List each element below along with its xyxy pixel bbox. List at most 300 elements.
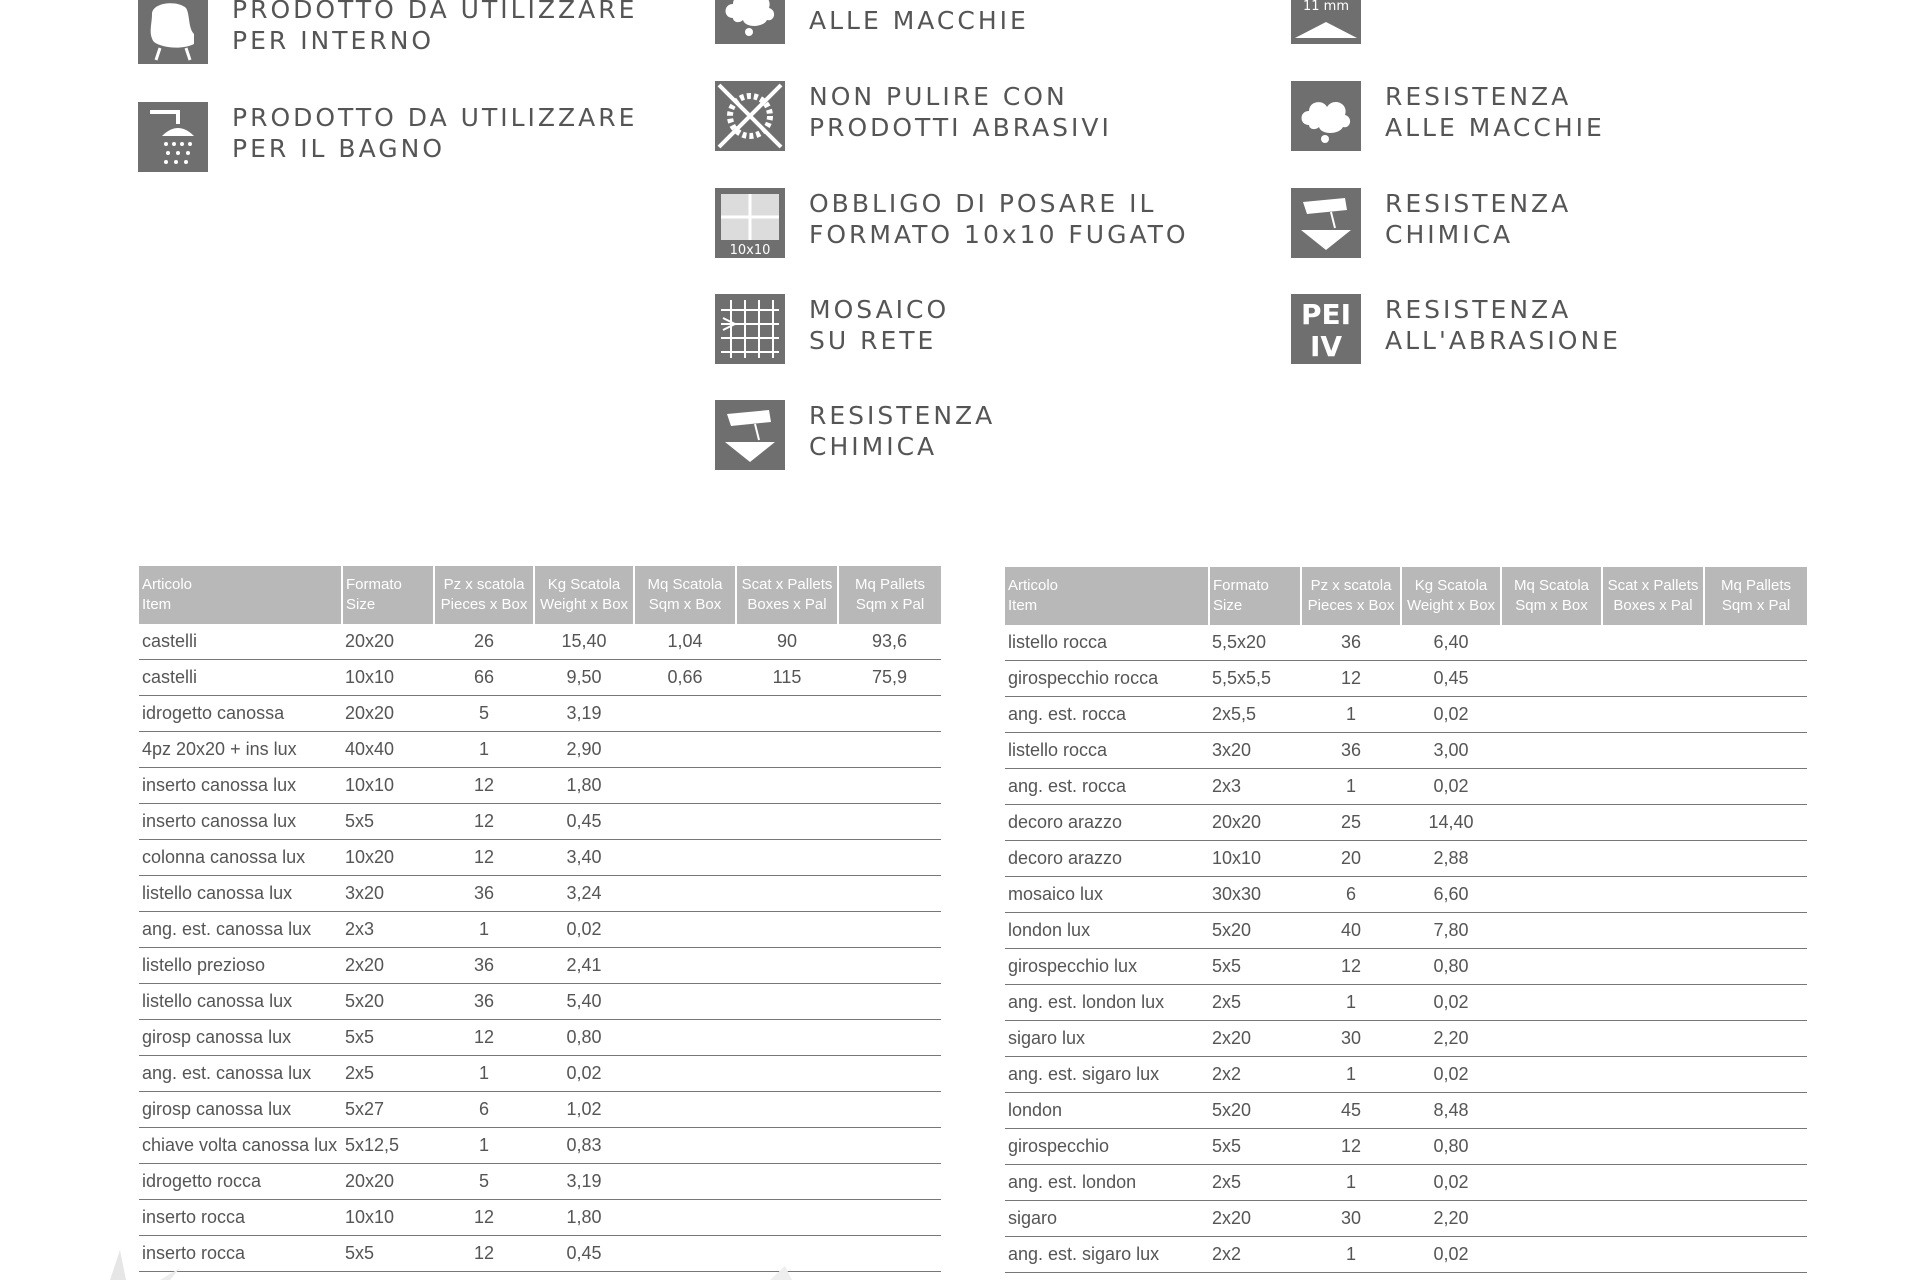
table-cell: 20x20 [342, 1164, 434, 1200]
column-header-line: Pz x scatola [1310, 577, 1392, 594]
table-row [139, 948, 941, 984]
table-cell: 36 [434, 984, 534, 1020]
table-row [1005, 1237, 1807, 1273]
table-row [139, 840, 941, 876]
table-cell [838, 1020, 941, 1056]
table-cell: inserto canossa lux [139, 768, 342, 804]
table-cell [838, 876, 941, 912]
table-cell: 1 [434, 732, 534, 768]
column-header [1602, 567, 1704, 625]
table-cell [1501, 1165, 1602, 1201]
table-row [139, 1092, 941, 1128]
table-cell [838, 732, 941, 768]
table-cell: 10x20 [342, 840, 434, 876]
table-cell: 0,02 [1401, 769, 1501, 805]
column-header-line: Weight x Box [1406, 597, 1496, 614]
table-row [1005, 697, 1807, 733]
column-header-line: Boxes x Pal [1613, 597, 1693, 614]
table-cell: inserto canossa lux [139, 804, 342, 840]
table-row [139, 984, 941, 1020]
table-cell [736, 1092, 838, 1128]
table-cell: 4pz 20x20 + ins lux [139, 732, 342, 768]
table-cell [1602, 697, 1704, 733]
table-cell: 0,02 [1401, 985, 1501, 1021]
table-cell: girospecchio [1005, 1129, 1209, 1165]
mosaic-net-icon [715, 294, 785, 364]
table-cell: ang. est. london lux [1005, 985, 1209, 1021]
table-cell: 1 [1301, 1057, 1401, 1093]
table-cell [838, 1200, 941, 1236]
table-cell: 2,88 [1401, 841, 1501, 877]
table-row [1005, 1165, 1807, 1201]
table-cell [1501, 805, 1602, 841]
table-cell [634, 876, 736, 912]
table-cell: 6 [1301, 877, 1401, 913]
table-row [139, 768, 941, 804]
table-cell: 5x5 [342, 1020, 434, 1056]
feature-text: RESISTENZA ALLE MACCHIE [1385, 82, 1605, 142]
table-row [1005, 913, 1807, 949]
table-cell [1704, 733, 1807, 769]
table-cell: 20 [1301, 841, 1401, 877]
table-cell [1602, 661, 1704, 697]
table-row [139, 804, 941, 840]
table-cell: 5 [434, 1164, 534, 1200]
table-cell: chiave volta canossa lux [139, 1128, 342, 1164]
table-cell: 2,20 [1401, 1201, 1501, 1237]
column-header [139, 566, 342, 624]
table-cell: 0,66 [634, 660, 736, 696]
table-cell: girosp canossa lux [139, 1020, 342, 1056]
table-cell [736, 1056, 838, 1092]
feature-text: RESISTENZA CHIMICA [1385, 189, 1572, 249]
table-cell: 36 [434, 948, 534, 984]
table-cell [1501, 625, 1602, 661]
feature-text: RESISTENZA CHIMICA [809, 401, 996, 461]
table-cell: 12 [1301, 661, 1401, 697]
table-cell: girospecchio rocca [1005, 661, 1209, 697]
table-row [139, 1164, 941, 1200]
table-cell: 5 [434, 696, 534, 732]
table-cell [1704, 661, 1807, 697]
feature-stain-partial [715, 0, 1029, 44]
table-cell: 1 [1301, 1237, 1401, 1273]
table-cell [1501, 1201, 1602, 1237]
table-cell: 20x20 [342, 696, 434, 732]
table-cell [1501, 1129, 1602, 1165]
table-row [1005, 1057, 1807, 1093]
table-cell [838, 1092, 941, 1128]
table-cell [634, 1092, 736, 1128]
table-cell [1704, 769, 1807, 805]
table-cell: 3x20 [1209, 733, 1301, 769]
decorative-sparkle-icon [40, 1240, 800, 1280]
table-cell [1602, 1057, 1704, 1093]
table-row [1005, 625, 1807, 661]
feature-text: PRODOTTO DA UTILIZZARE PER INTERNO [232, 0, 638, 55]
column-header-line: Sqm x Box [1515, 597, 1588, 614]
table-cell: 12 [434, 1200, 534, 1236]
table-cell: 0,83 [534, 1128, 634, 1164]
table-cell: 2,41 [534, 948, 634, 984]
table-cell: 0,02 [1401, 697, 1501, 733]
column-header-line: Size [1213, 597, 1243, 614]
table-cell: idrogetto rocca [139, 1164, 342, 1200]
table-cell [1602, 841, 1704, 877]
column-header-line: Size [346, 596, 376, 613]
table-cell: 5,5x5,5 [1209, 661, 1301, 697]
table-cell [838, 1164, 941, 1200]
table-cell: 15,40 [534, 624, 634, 660]
feature-text: NON PULIRE CON PRODOTTI ABRASIVI [809, 82, 1112, 142]
table-cell: 0,45 [534, 804, 634, 840]
table-cell [1704, 841, 1807, 877]
stain-cloud-icon [715, 0, 785, 44]
table-cell: london lux [1005, 913, 1209, 949]
table-row [1005, 769, 1807, 805]
table-cell [736, 732, 838, 768]
table-cell [1501, 913, 1602, 949]
table-row [1005, 1201, 1807, 1237]
table-cell: girospecchio lux [1005, 949, 1209, 985]
stain-cloud-icon [1291, 81, 1361, 151]
table-cell: 0,45 [1401, 661, 1501, 697]
table-cell: ang. est. sigaro lux [1005, 1057, 1209, 1093]
table-cell [634, 1128, 736, 1164]
table-cell: decoro arazzo [1005, 841, 1209, 877]
table-cell: listello canossa lux [139, 984, 342, 1020]
table-row [1005, 1129, 1807, 1165]
table-cell [1704, 625, 1807, 661]
table-cell: ang. est. rocca [1005, 769, 1209, 805]
table-row [139, 876, 941, 912]
table-cell: castelli [139, 660, 342, 696]
table-cell: listello prezioso [139, 948, 342, 984]
table-cell: 12 [434, 768, 534, 804]
column-header-line: Kg Scatola [547, 576, 621, 593]
table-cell: idrogetto canossa [139, 696, 342, 732]
table-cell: 1 [434, 912, 534, 948]
table-cell: 2x20 [342, 948, 434, 984]
column-header [1501, 567, 1602, 625]
table-cell [1704, 1129, 1807, 1165]
column-header-line: Pz x scatola [443, 576, 525, 593]
column-header-line: Formato [346, 576, 402, 593]
shower-icon [138, 102, 208, 172]
table-cell [634, 804, 736, 840]
chemical-icon [715, 400, 785, 470]
table-cell [736, 1020, 838, 1056]
table-cell: ang. est. canossa lux [139, 912, 342, 948]
table-row [139, 912, 941, 948]
table-cell [1602, 877, 1704, 913]
table-cell: 0,02 [1401, 1237, 1501, 1273]
table-cell: 0,02 [534, 912, 634, 948]
table-cell [838, 984, 941, 1020]
table-cell: sigaro lux [1005, 1021, 1209, 1057]
table-cell [1501, 733, 1602, 769]
table-cell [1704, 949, 1807, 985]
table-cell: ang. est. canossa lux [139, 1056, 342, 1092]
table-cell [634, 768, 736, 804]
column-header-line: Articolo [1008, 577, 1059, 594]
table-cell: 36 [1301, 625, 1401, 661]
column-header-line: Sqm x Box [648, 596, 722, 613]
feature-stain-resistance [1291, 81, 1605, 151]
table-row [139, 1200, 941, 1236]
table-cell: 2x3 [1209, 769, 1301, 805]
table-cell: 0,80 [1401, 949, 1501, 985]
table-row [1005, 733, 1807, 769]
table-cell: 1 [434, 1128, 534, 1164]
table-cell: 2x20 [1209, 1201, 1301, 1237]
table-cell [838, 768, 941, 804]
table-cell: 12 [1301, 949, 1401, 985]
table-cell: 1 [434, 1056, 534, 1092]
table-cell [1704, 1057, 1807, 1093]
table-row [139, 624, 941, 660]
table-cell [736, 1200, 838, 1236]
feature-bathroom [138, 102, 637, 172]
table-row [1005, 985, 1807, 1021]
table-cell [1602, 1129, 1704, 1165]
table-cell [838, 804, 941, 840]
table-cell: 0,80 [534, 1020, 634, 1056]
table-cell: 5x5 [342, 1236, 434, 1272]
table-cell: inserto rocca [139, 1236, 342, 1272]
table-cell: 40x40 [342, 732, 434, 768]
table-cell [1704, 1201, 1807, 1237]
table-cell: 40 [1301, 913, 1401, 949]
table-row [139, 732, 941, 768]
table-cell [1602, 625, 1704, 661]
table-cell [634, 912, 736, 948]
table-cell [1602, 1201, 1704, 1237]
table-cell: 10x10 [342, 768, 434, 804]
table-cell [634, 696, 736, 732]
table-cell: 0,80 [1401, 1129, 1501, 1165]
table-cell [634, 840, 736, 876]
table-cell: 30x30 [1209, 877, 1301, 913]
feature-chemical-resistance [1291, 188, 1571, 258]
column-header-line: Kg Scatola [1414, 577, 1488, 594]
table-cell [736, 696, 838, 732]
table-cell [1602, 1165, 1704, 1201]
table-cell: 5x27 [342, 1092, 434, 1128]
table-row [1005, 1093, 1807, 1129]
table-cell: 10x10 [342, 1200, 434, 1236]
table-cell: mosaico lux [1005, 877, 1209, 913]
table-cell: inserto rocca [139, 1200, 342, 1236]
table-cell [1602, 913, 1704, 949]
table-cell [1602, 769, 1704, 805]
column-header [1704, 567, 1807, 625]
table-cell: 0,02 [1401, 1165, 1501, 1201]
table-cell: 5x20 [1209, 1093, 1301, 1129]
table-cell [1501, 769, 1602, 805]
column-header-line: Articolo [142, 576, 193, 593]
table-cell [736, 876, 838, 912]
table-cell [1704, 1093, 1807, 1129]
table-cell: 0,02 [1401, 1057, 1501, 1093]
table-cell: 12 [434, 1236, 534, 1272]
table-cell [1602, 1021, 1704, 1057]
table-cell: 2x5 [1209, 1165, 1301, 1201]
feature-mosaic-net [715, 294, 949, 364]
pei-label: PEI [1300, 298, 1352, 331]
table-cell: 1,80 [534, 768, 634, 804]
column-header-line: Boxes x Pal [747, 596, 827, 613]
table-cell [1501, 661, 1602, 697]
table-cell [634, 1056, 736, 1092]
table-cell [736, 768, 838, 804]
column-header [534, 566, 634, 624]
table-cell [1501, 1237, 1602, 1273]
table-cell: 14,40 [1401, 805, 1501, 841]
table-cell [1501, 1057, 1602, 1093]
table-cell: 9,50 [534, 660, 634, 696]
table-cell [736, 948, 838, 984]
feature-text: MOSAICO SU RETE [809, 295, 950, 355]
column-header-line: Scat x Pallets [741, 576, 833, 593]
table-cell: 20x20 [342, 624, 434, 660]
table-cell: 115 [736, 660, 838, 696]
column-header-line: Sqm x Pal [855, 596, 925, 613]
table-cell: 3,19 [534, 1164, 634, 1200]
table-cell: 30 [1301, 1201, 1401, 1237]
table-cell: 30 [1301, 1021, 1401, 1057]
column-header-line: Mq Pallets [854, 576, 926, 593]
table-cell: 5x5 [1209, 949, 1301, 985]
tile-grid-label: 10x10 [729, 243, 771, 258]
table-cell: colonna canossa lux [139, 840, 342, 876]
thickness-icon [1291, 0, 1361, 44]
table-cell [634, 1200, 736, 1236]
table-cell: 1 [1301, 1165, 1401, 1201]
column-header-line: Item [142, 596, 172, 613]
feature-indoor [138, 0, 637, 64]
table-cell [1501, 841, 1602, 877]
feature-text: ALLE MACCHIE [809, 6, 1029, 35]
table-cell [1704, 913, 1807, 949]
table-cell: 0,02 [534, 1056, 634, 1092]
table-cell [1602, 985, 1704, 1021]
tile-grid-icon [715, 188, 785, 258]
table-cell: listello canossa lux [139, 876, 342, 912]
table-cell: 3,24 [534, 876, 634, 912]
table-cell [1501, 1093, 1602, 1129]
table-cell: sigaro [1005, 1201, 1209, 1237]
table-row [139, 660, 941, 696]
table-cell: 1 [1301, 985, 1401, 1021]
table-row [1005, 877, 1807, 913]
table-cell: decoro arazzo [1005, 805, 1209, 841]
column-header-line: Pieces x Box [440, 596, 528, 613]
table-cell: 12 [434, 804, 534, 840]
table-cell [1704, 805, 1807, 841]
table-cell: listello rocca [1005, 733, 1209, 769]
table-cell [838, 696, 941, 732]
table-cell: 25 [1301, 805, 1401, 841]
table-cell [1704, 1021, 1807, 1057]
table-cell: 5x12,5 [342, 1128, 434, 1164]
column-header-line: Scat x Pallets [1607, 577, 1699, 594]
table-cell [1501, 697, 1602, 733]
table-cell: 75,9 [838, 660, 941, 696]
table-cell [736, 912, 838, 948]
table-row [139, 1056, 941, 1092]
table-cell: 12 [434, 840, 534, 876]
table-cell: 1,80 [534, 1200, 634, 1236]
table-cell [1602, 805, 1704, 841]
table-cell: 5,5x20 [1209, 625, 1301, 661]
table-cell: 66 [434, 660, 534, 696]
table-cell: 6,40 [1401, 625, 1501, 661]
column-header [838, 566, 941, 624]
table-cell: girosp canossa lux [139, 1092, 342, 1128]
table-row [1005, 1021, 1807, 1057]
table-cell: ang. est. london [1005, 1165, 1209, 1201]
column-header [634, 566, 736, 624]
feature-text: OBBLIGO DI POSARE IL FORMATO 10x10 FUGATO [809, 189, 1189, 249]
table-cell [1704, 1237, 1807, 1273]
table-cell [1704, 1165, 1807, 1201]
column-header-line: Formato [1213, 577, 1269, 594]
table-cell: 2x2 [1209, 1237, 1301, 1273]
table-row [1005, 661, 1807, 697]
table-cell [1602, 949, 1704, 985]
column-header [736, 566, 838, 624]
table-cell: ang. est. rocca [1005, 697, 1209, 733]
table-cell [736, 840, 838, 876]
column-header-line: Mq Pallets [1720, 577, 1792, 594]
table-cell [1501, 877, 1602, 913]
table-cell: 2x2 [1209, 1057, 1301, 1093]
table-cell [1602, 1237, 1704, 1273]
no-abrasive-icon [715, 81, 785, 151]
table-cell: castelli [139, 624, 342, 660]
column-header-line: Sqm x Pal [1721, 597, 1791, 614]
table-cell [838, 840, 941, 876]
column-header [434, 566, 534, 624]
table-cell: 1 [1301, 769, 1401, 805]
column-header-line: Pieces x Box [1307, 597, 1395, 614]
table-cell: 26 [434, 624, 534, 660]
column-header [342, 566, 434, 624]
table-cell: 3,00 [1401, 733, 1501, 769]
column-header [1301, 567, 1401, 625]
table-cell: 2x3 [342, 912, 434, 948]
table-cell: 5x20 [342, 984, 434, 1020]
table-cell: 5x5 [342, 804, 434, 840]
table-cell [838, 948, 941, 984]
table-cell [1501, 1021, 1602, 1057]
table-cell: 0,45 [534, 1236, 634, 1272]
column-header-line: Weight x Box [539, 596, 629, 613]
table-cell: 7,80 [1401, 913, 1501, 949]
table-cell [1501, 949, 1602, 985]
table-cell: 5x20 [1209, 913, 1301, 949]
feature-grout-format [715, 188, 1189, 258]
table-cell [736, 984, 838, 1020]
table-cell [634, 984, 736, 1020]
table-cell [838, 1056, 941, 1092]
table-cell [1704, 985, 1807, 1021]
feature-no-abrasive [715, 81, 1112, 151]
table-cell [1602, 733, 1704, 769]
table-cell: 45 [1301, 1093, 1401, 1129]
table-cell [634, 1020, 736, 1056]
